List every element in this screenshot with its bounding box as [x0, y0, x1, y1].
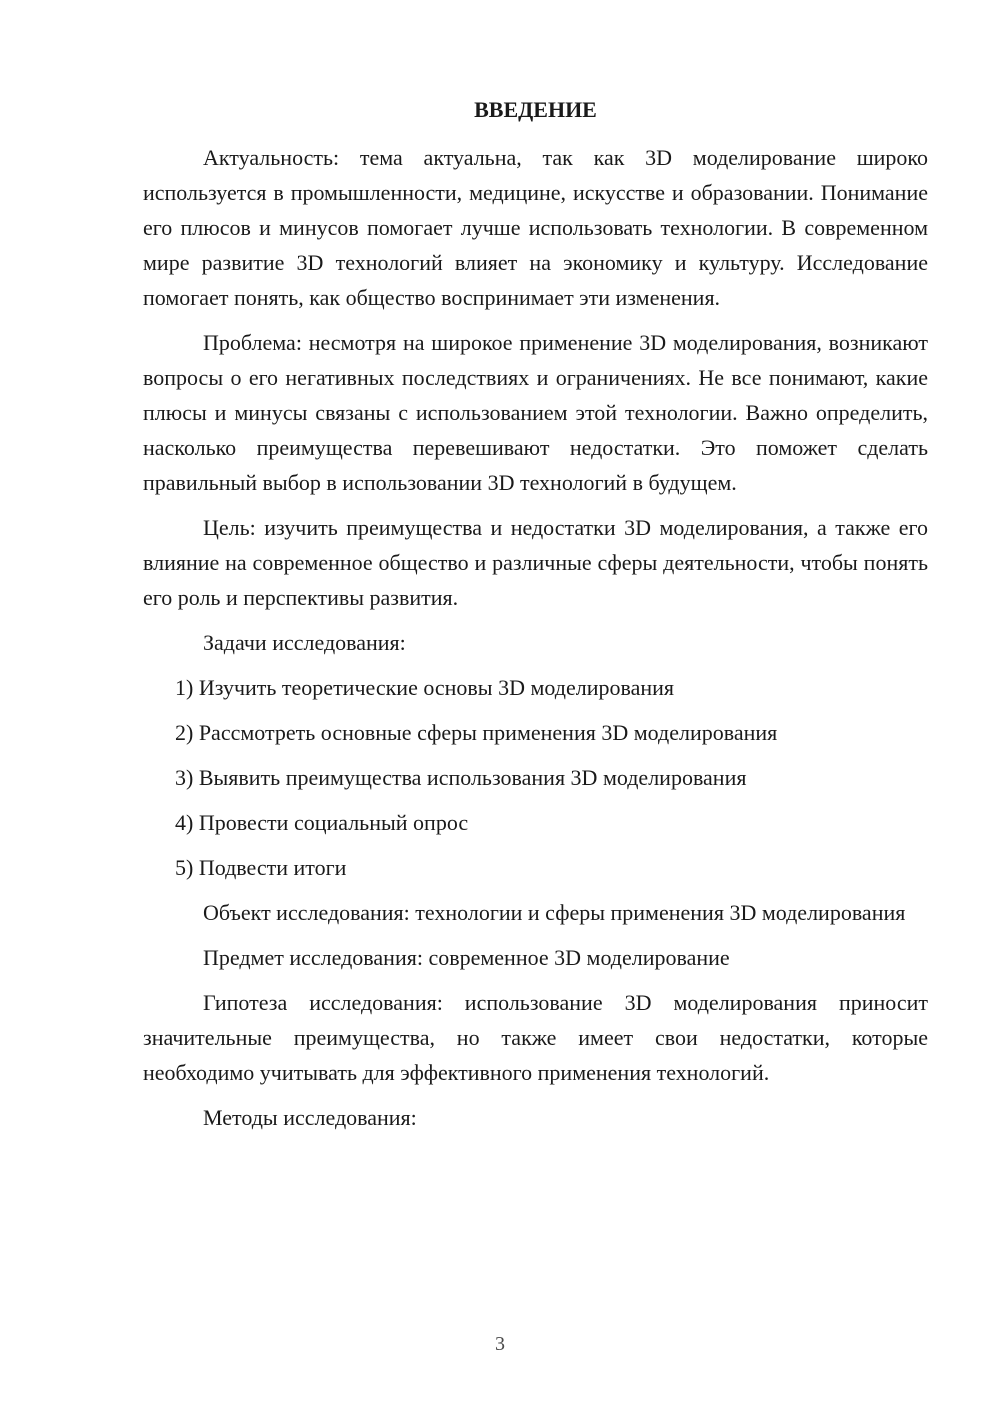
problem-paragraph: Проблема: несмотря на широкое применение 3D моделирования, возникают вопросы о его негативных последствиях и ограничениях. Не все понимают, какие плюсы и минусы связаны с использованием этой технологии. Важно определить, насколько преимущества перевешивают недостатки. Это поможет сделать правильный выбор в использовании 3D технологий в будущем. — [143, 330, 928, 495]
subject-paragraph: Предмет исследования: современное 3D моделирование — [203, 945, 730, 970]
methods-paragraph: Методы исследования: — [203, 1105, 417, 1130]
goal-paragraph: Цель: изучить преимущества и недостатки 3D моделирования, а также его влияние на современное общество и различные сферы деятельности, чтобы понять его роль и перспективы развития. — [143, 515, 928, 610]
list-item: 2) Рассмотреть основные сферы применения 3D моделирования — [175, 720, 778, 745]
document-page — [143, 92, 928, 1145]
object-paragraph: Объект исследования: технологии и сферы применения 3D моделирования — [203, 900, 906, 925]
tasks-list — [143, 670, 928, 885]
section-heading: ВВЕДЕНИЕ — [474, 97, 597, 122]
relevance-paragraph: Актуальность: тема актуальна, так как 3D моделирование широко используется в промышленности, медицине, искусстве и образовании. Понимание его плюсов и минусов помогает лучше использовать технологии. В современном мире развитие 3D технологий влияет на экономику и культуру. Исследование помогает понять, как общество воспринимает эти изменения. — [143, 145, 928, 310]
list-item: 1) Изучить теоретические основы 3D моделирования — [175, 675, 674, 700]
list-item: 4) Провести социальный опрос — [175, 810, 469, 835]
page-number: 3 — [495, 1333, 505, 1355]
list-item: 3) Выявить преимущества использования 3D моделирования — [175, 765, 747, 790]
list-item: 5) Подвести итоги — [175, 855, 347, 880]
tasks-intro: Задачи исследования: — [203, 630, 406, 655]
hypothesis-paragraph: Гипотеза исследования: использование 3D моделирования приносит значительные преимущества, но также имеет свои недостатки, которые необходимо учитывать для эффективного применения технологий. — [143, 990, 928, 1085]
